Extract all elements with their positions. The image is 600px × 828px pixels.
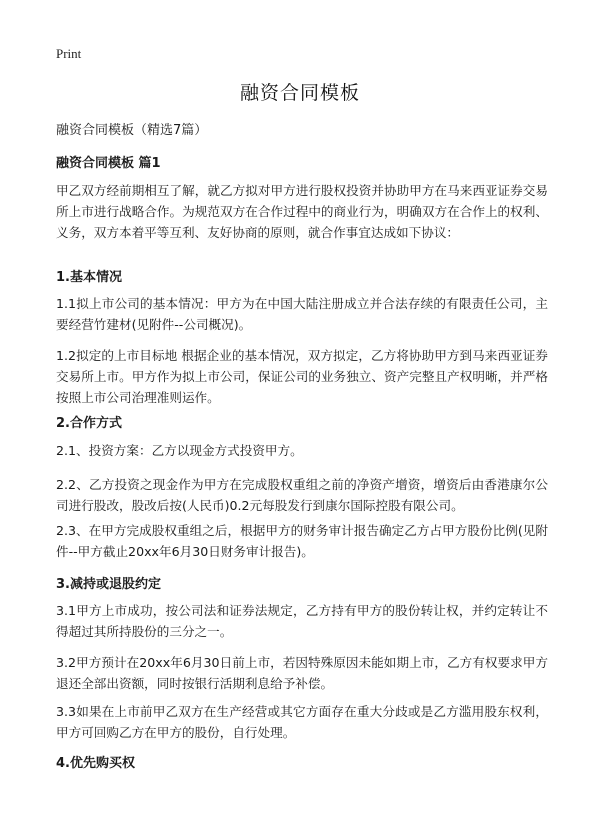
section-heading-cooperation: 2.合作方式 (56, 416, 122, 431)
article-heading: 融资合同模板 篇1 (56, 156, 161, 171)
paragraph-3-2: 3.2甲方预计在20xx年6月30日前上市，若因特殊原因未能如期上市，乙方有权要求甲方退还全部出资额，同时按银行活期利息给予补偿。 (56, 655, 548, 691)
intro-paragraph: 甲乙双方经前期相互了解，就乙方拟对甲方进行股权投资并协助甲方在马来西亚证券交易所上市进行战略合作。为规范双方在合作过程中的商业行为，明确双方在合作上的权利、义务，双方本着平等互利、友好协商的原则，就合作事宜达成如下协议： (56, 183, 548, 240)
paragraph-2-1: 2.1、投资方案：乙方以现金方式投资甲方。 (56, 443, 303, 458)
section-heading-preemption: 4.优先购买权 (56, 756, 135, 771)
paragraph-1-1: 1.1拟上市公司的基本情况：甲方为在中国大陆注册成立并合法存续的有限责任公司，主要经营竹建材(见附件--公司概况)。 (56, 296, 548, 332)
paragraph-2-3: 2.3、在甲方完成股权重组之后，根据甲方的财务审计报告确定乙方占甲方股份比例(见附件--甲方截止20xx年6月30日财务审计报告)。 (56, 523, 548, 559)
document-title: 融资合同模板 (239, 82, 360, 104)
document-subtitle: 融资合同模板（精选7篇） (56, 123, 208, 138)
paragraph-2-2: 2.2、乙方投资之现金作为甲方在完成股权重组之前的净资产增资，增资后由香港康尔公司进行股改，股改后按(人民币)0.2元每股发行到康尔国际控股有限公司。 (56, 477, 548, 513)
paragraph-1-2: 1.2拟定的上市目标地 根据企业的基本情况，双方拟定，乙方将协助甲方到马来西亚证券交易所上市。甲方作为拟上市公司，保证公司的业务独立、资产完整且产权明晰，并严格按照上市公司治理准则运作。 (56, 348, 548, 405)
print-label: Print (56, 46, 82, 61)
paragraph-3-1: 3.1甲方上市成功，按公司法和证券法规定，乙方持有甲方的股份转让权，并约定转让不得超过其所持股份的三分之一。 (56, 603, 548, 639)
section-heading-reduction: 3.减持或退股约定 (56, 577, 161, 592)
paragraph-3-3: 3.3如果在上市前甲乙双方在生产经营或其它方面存在重大分歧或是乙方滥用股东权利，甲方可回购乙方在甲方的股份，自行处理。 (56, 704, 548, 740)
section-heading-basic-info: 1.基本情况 (56, 270, 122, 285)
